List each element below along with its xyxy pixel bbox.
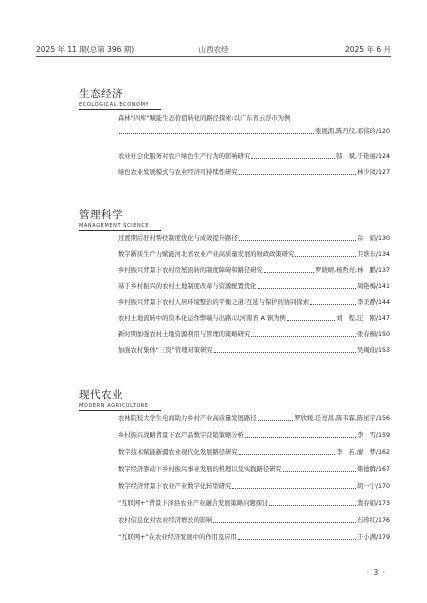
entry-title: “互联网+”背景下泽县农业产业融合发展策略问题探讨	[118, 500, 269, 507]
leader-dots	[239, 454, 335, 455]
toc-entry[interactable]	[118, 331, 390, 339]
leader-dots	[264, 272, 314, 273]
leader-dots	[283, 471, 356, 472]
leader-dots	[239, 240, 356, 241]
entry-title: 数字新质生产力赋能河北省农业产业高质量发展的财政政策研究	[118, 251, 295, 258]
page-number: · 3 ·	[366, 568, 386, 577]
toc-entry[interactable]	[118, 283, 390, 291]
leader-dots	[239, 174, 356, 175]
leader-dots	[119, 133, 314, 134]
entry-author: 李美静	[356, 299, 376, 306]
toc-entry[interactable]	[118, 534, 390, 542]
entry-page: /137	[375, 267, 390, 274]
entry-title: 乡村振兴战略背景下农产品数字营销策略分析	[118, 432, 244, 439]
entry-page: /170	[375, 483, 390, 490]
section-heading-management	[79, 207, 161, 231]
entry-title: 乡村振兴背景下农村房屋流转的制度障碍和路径研究	[118, 267, 263, 274]
leader-dots	[258, 420, 294, 421]
issue-label: 2025 年 11 期(总第 396 期)	[36, 45, 135, 54]
toc-entry[interactable]	[118, 483, 390, 491]
entry-author: 林少凤	[356, 169, 376, 176]
section-subtitle: MODERN AGRICULTURE	[79, 403, 161, 411]
entry-title: 加强农村集体“三资”管理对策研究	[118, 347, 213, 354]
entry-author: 周艳梅	[356, 283, 376, 290]
entry-title: 农林院校大学生电商助力乡村产业高质量发展路径	[118, 415, 257, 422]
toc-entry[interactable]	[118, 153, 390, 161]
leader-dots	[238, 539, 356, 540]
entry-author: 张展湄,陈丹仪,邓伟玲	[315, 128, 376, 135]
leader-dots	[310, 304, 356, 305]
running-header	[36, 44, 391, 57]
toc-entry[interactable]	[118, 169, 390, 177]
entry-author: 罗晓晴,杨哲亮,林 鹏	[315, 267, 376, 274]
entry-author: 李 雪	[356, 432, 376, 439]
section-title: 管理科学	[79, 209, 123, 221]
entry-title: 数字技术赋能新疆农业现代化发展路径研究	[118, 449, 238, 456]
toc-entry[interactable]	[118, 347, 390, 355]
entry-author: 吴闽仙	[356, 347, 376, 354]
toc-entry[interactable]	[118, 299, 390, 307]
entry-title: 农村土地流转中的资本化运作弊端与出路:以河南省 A 镇为例	[118, 315, 286, 322]
journal-name: 山西农经	[198, 45, 229, 54]
toc-entry[interactable]	[118, 235, 390, 243]
entry-page: /127	[375, 169, 390, 176]
leader-dots	[258, 288, 356, 289]
entry-title: 数字经济背景下农业产业数字化转型研究	[118, 483, 232, 490]
entry-page: /147	[375, 315, 390, 322]
section-heading-modern-agriculture	[79, 387, 161, 411]
entry-page: /150	[375, 331, 390, 338]
entry-page: /159	[375, 432, 390, 439]
entry-author: 柴德腾	[356, 466, 376, 473]
entry-author: 裴春娟	[356, 500, 376, 507]
section-subtitle: ECOLOGICAL ECONOMY	[79, 102, 161, 110]
leader-dots	[251, 336, 356, 337]
toc-entry[interactable]	[118, 466, 390, 474]
toc-entry[interactable]	[118, 432, 390, 440]
entry-page: /141	[375, 283, 390, 290]
entry-page: /120	[375, 128, 390, 135]
section-title: 生态经济	[79, 88, 123, 100]
leader-dots	[295, 256, 356, 257]
toc-entry[interactable]	[118, 251, 390, 259]
entry-title: 农村信息化对农业经济增长的影响	[118, 517, 213, 524]
entry-title: 乡村振兴背景下农村人居环境整治的平衡之道:互延与保护的协同探索	[118, 299, 310, 306]
toc-entry[interactable]	[118, 115, 390, 136]
leader-dots	[269, 505, 356, 506]
entry-author: 李 若,廖 梦	[336, 449, 376, 456]
entry-title: 过渡期后驻村帮扶制度优化与成效提升路径	[118, 235, 238, 242]
entry-author: 刘 程,汪 刚	[336, 315, 376, 322]
section-subtitle: MANAGEMENT SCIENCE	[79, 223, 161, 231]
entry-author: 石珍红	[356, 517, 376, 524]
entry-author: 韩 斌,于艳丽	[336, 153, 376, 160]
entry-author: 罗欣媛,任亮昌,陈韦霖,陈星宇	[294, 415, 376, 422]
entry-page: /179	[375, 534, 390, 541]
entry-author: 卫谯东	[356, 251, 376, 258]
toc-entry[interactable]	[118, 267, 390, 275]
entry-author: 张春桐	[356, 331, 376, 338]
entry-page: /156	[375, 415, 390, 422]
leader-dots	[214, 352, 356, 353]
entry-title: 新时期加强农村土地资源利用与管理的策略研究	[118, 331, 251, 338]
entry-author: 胡一宁	[356, 483, 376, 490]
issue-date: 2025 年 6 月	[344, 45, 391, 54]
leader-dots	[245, 437, 356, 438]
toc-entry[interactable]	[118, 315, 390, 323]
leader-dots	[287, 320, 335, 321]
toc-entry[interactable]	[118, 517, 390, 525]
entry-title: “互联网+”在农业经济发展中的作用及应用	[118, 534, 237, 541]
entry-author: 于小满	[356, 534, 376, 541]
entry-title: 数字经济驱动下乡村振兴事业发展的机理以及实践路径研究	[118, 466, 282, 473]
toc-entry[interactable]	[118, 500, 390, 508]
leader-dots	[251, 158, 335, 159]
entry-page: /173	[375, 500, 390, 507]
entry-page: /153	[375, 347, 390, 354]
entry-page: /144	[375, 299, 390, 306]
entry-title: 农业社会化服务对农户绿色生产行为的影响研究	[118, 153, 251, 160]
entry-page: /167	[375, 466, 390, 473]
toc-entry[interactable]	[118, 415, 390, 423]
section-title: 现代农业	[79, 389, 123, 401]
leader-dots	[213, 522, 356, 523]
toc-entry[interactable]	[118, 449, 390, 457]
entry-page: /124	[375, 153, 390, 160]
entry-page: /130	[375, 235, 390, 242]
entry-title: 基于乡村振兴的农村土地制度改革与资源配置优化	[118, 283, 257, 290]
entry-author: 佘 娟	[356, 235, 376, 242]
section-heading-ecological	[79, 86, 161, 110]
leader-dots	[232, 488, 356, 489]
entry-title: 绿色农业发展模式与农业经济可持续性研究	[118, 169, 238, 176]
entry-page: /176	[375, 517, 390, 524]
entry-page: /162	[375, 449, 390, 456]
entry-page: /134	[375, 251, 390, 258]
entry-title: 森林“四库”赋能生态价值转化的路径探索:以广东省云浮市为例	[118, 115, 291, 122]
